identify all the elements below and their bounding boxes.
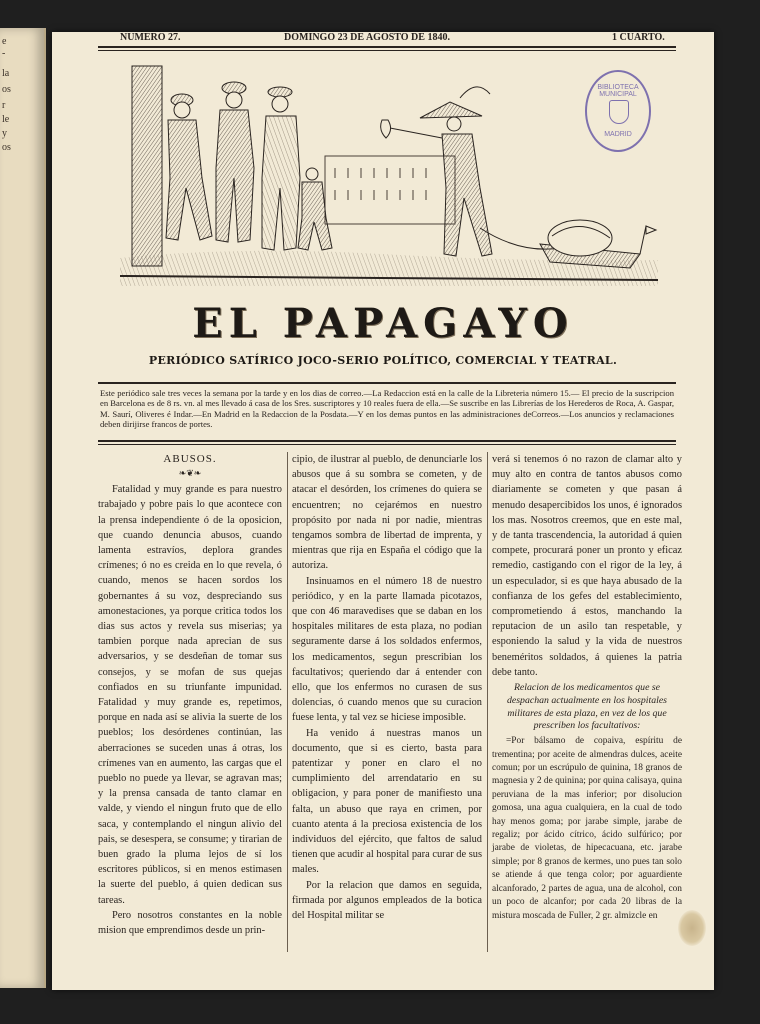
notice-top-rule: [98, 382, 676, 384]
page-fragment: os: [2, 84, 11, 95]
paragraph: Por la relacion que damos en seguida, firmada por algunos empleados de la botica del Hospital militar se: [292, 879, 482, 922]
page-fragment: y: [2, 128, 7, 139]
subscription-notice: Este periódico sale tres veces la semana por la tarde y en los dias de correo.—La Redaccion está en la calle de la Libreteria número 15.— El precio de la suscripcion en Barcelona es de 8 rs. vn. al mes llevado á casa de los Sres. suscriptores y 10 reales fuera de ella.—Se suscribe en las Librerías de los Herederos de Roca, A. Gaspar, M. Saurí, Oliveres é Indar.—En Madrid en la Redaccion de la Posdata.—Y en los demas puntos en las administraciones deCorreos.—Los anuncios y reclamaciones deben dirijirse francos de portes.: [100, 388, 674, 430]
stamp-bottom-text: MADRID: [604, 131, 632, 138]
paragraph: Ha venido á nuestras manos un documento, que si es cierto, basta para patentizar y poner en claro el no cumplimiento del arrendatario en su obligacion, y para poner de manifiesto una falta, un abuso que raya en crimen, por cuanto atenta á la preciosa existencia de los individuos del ejército, que faltos de salud tienen que acudir al hospital para curar de sus males.: [292, 727, 482, 876]
issue-price: 1 CUARTO.: [612, 32, 665, 43]
issue-date: DOMINGO 23 DE AGOSTO DE 1840.: [284, 32, 450, 43]
issue-number: NUMERO 27.: [120, 32, 181, 43]
masthead-engraving: [120, 58, 658, 286]
article-heading: ABUSOS.: [163, 453, 217, 465]
page-fragment: e: [2, 36, 7, 47]
column-divider: [287, 452, 288, 952]
adjacent-page-edge: [0, 28, 46, 988]
page-fragment: le: [2, 114, 10, 125]
notice-bottom-rule: [98, 440, 676, 442]
paragraph: cipio, de ilustrar al pueblo, de denunciarle los abusos que á su sombra se cometen, y de atacar el desórden, los crímenes do quiera se encuentren; no cejarémos en nuestro propósito por nada ni por nadie, mientras tengamos sombra de libertad de imprenta, y mientras que rija en España el código que la autoriza.: [292, 454, 482, 572]
column-2: [292, 452, 482, 923]
page-fragment: r: [2, 100, 6, 111]
medication-list-title: Relacion de los medicamentos que se despachan actualmente en los hospitales militares de esta plaza, en vez de los que prescriben los facultativos:: [507, 682, 667, 732]
fleuron-ornament: ❧❦❧: [178, 468, 202, 479]
newspaper-page: [52, 32, 714, 990]
crest-icon: [609, 100, 629, 124]
paragraph: verá si tenemos ó no razon de clamar alto y muy alto en contra de tantos abusos como diariamente se cometen y que pasan á menudo desapercibidos los unos, é ignorados los mas. Nosotros creemos, que en este mal, y de tanta trascendencia, la autoridad á quien compete, procurará poner un pronto y eficaz remedio, castigando con el rigor de la ley, á un especulador, si es que haya abusado de la confianza de los gefes del establecimiento, comprometiendo á estos, manchando la reputacion de un asilo tan respetable, y esponiendo la salud y la vida de nuestros beneméritos soldados, á quienes la patria debe tanto.: [492, 454, 682, 678]
page-fragment: -: [2, 48, 6, 59]
column-divider: [487, 452, 488, 952]
newspaper-title: EL PAPAGAYO: [192, 300, 574, 347]
newspaper-subtitle: PERIÓDICO SATÍRICO JOCO-SERIO POLÍTICO, COMERCIAL Y TEATRAL.: [148, 354, 618, 367]
page-fragment: os: [2, 142, 11, 153]
paragraph: Insinuamos en el número 18 de nuestro periódico, y en la parte llamada picotazos, que con 46 maravedises que se daban en los hospitales militares de esta plaza, no podian seguramente darse á los soldados enfermos, los medicamentos, segun prescribian los facultativos; queriendo dar á entender con ello, que los enfermos no curasen de sus dolencias, ó cuando menos que su curacion fuese lenta, y tal vez se hiciese imposible.: [292, 575, 482, 724]
notice-bottom-rule-thin: [98, 444, 676, 445]
stamp-top-text: BIBLIOTECA MUNICIPAL: [597, 84, 639, 98]
paragraph: Pero nosotros constantes en la noble mision que emprendimos desde un prin-: [98, 909, 282, 937]
library-stamp: [585, 70, 651, 152]
medication-list: =Por bálsamo de copaiva, espíritu de trementina; por aceite de almendras dulces, aceite comun; por un escrúpulo de quinina, 18 granos de magnesia y 2 de quinina; por quina calisaya, quina peruviana de la mas inferior; por disolucion gomosa, una agua cualquiera, en la cual de todo hay menos goma; por jarabe simple, jarabe de regaliz; por ácido cítrico, ácido sulfúrico; por jarabe de violetas, de hipecacuana, etc. jarabe simple; por 8 granos de kermes, uno pues tan solo se atiende á que tenga color; por aguardiente alcanforado, 2 partes de agua, una de alcohol, con un poco de alcanfor; por cada 20 libras de la mistura moscada de Fuller, 2 gr. almizcle en: [492, 736, 682, 921]
column-3: [492, 452, 682, 923]
page-fragment: la: [2, 68, 10, 79]
column-1: [98, 452, 282, 938]
paper-stain: [678, 910, 706, 946]
paragraph: Fatalidad y muy grande es para nuestro trabajado y pobre pais lo que acontece con la prensa independiente ó de la oposicion, que cuando denuncia abusos, cuando lamenta estravíos, deplora grandes crímenes; ó no es creida en lo que revela, ó cuando, menos se hacen sordos los gobernantes á su voz, despreciando sus amonestaciones, ya porque critica todos los dias sus actos y revela sus miserias; ya tambien porque nada aprecian de sus adversarios, y se desdeñan de tomar sus consejos, y se mofan de sus quejas confiados en su triunfante impunidad. Fatalidad y muy grande es, repetimos, porque en nada así se alivia la suerte de los pueblos; los desórdenes continúan, las aberraciones se suceden unas á otras, los crímenes van en aumento, las cargas que el pueblo no puede ya llevar, se agravan mas; y la prensa cansada de tanto clamar en valde, y viendo el ningun fruto que de ello saca, y contemplando el ningun alivio del pais, se desespera, se consume; y tirarian de buen grado la pluma lejos de sí los escritores públicos, si en menos estimasen la suerte del pueblo, á quien dedican sus tareas.: [98, 484, 282, 906]
header-rule-thin: [98, 50, 676, 51]
header-rule: [98, 46, 676, 48]
